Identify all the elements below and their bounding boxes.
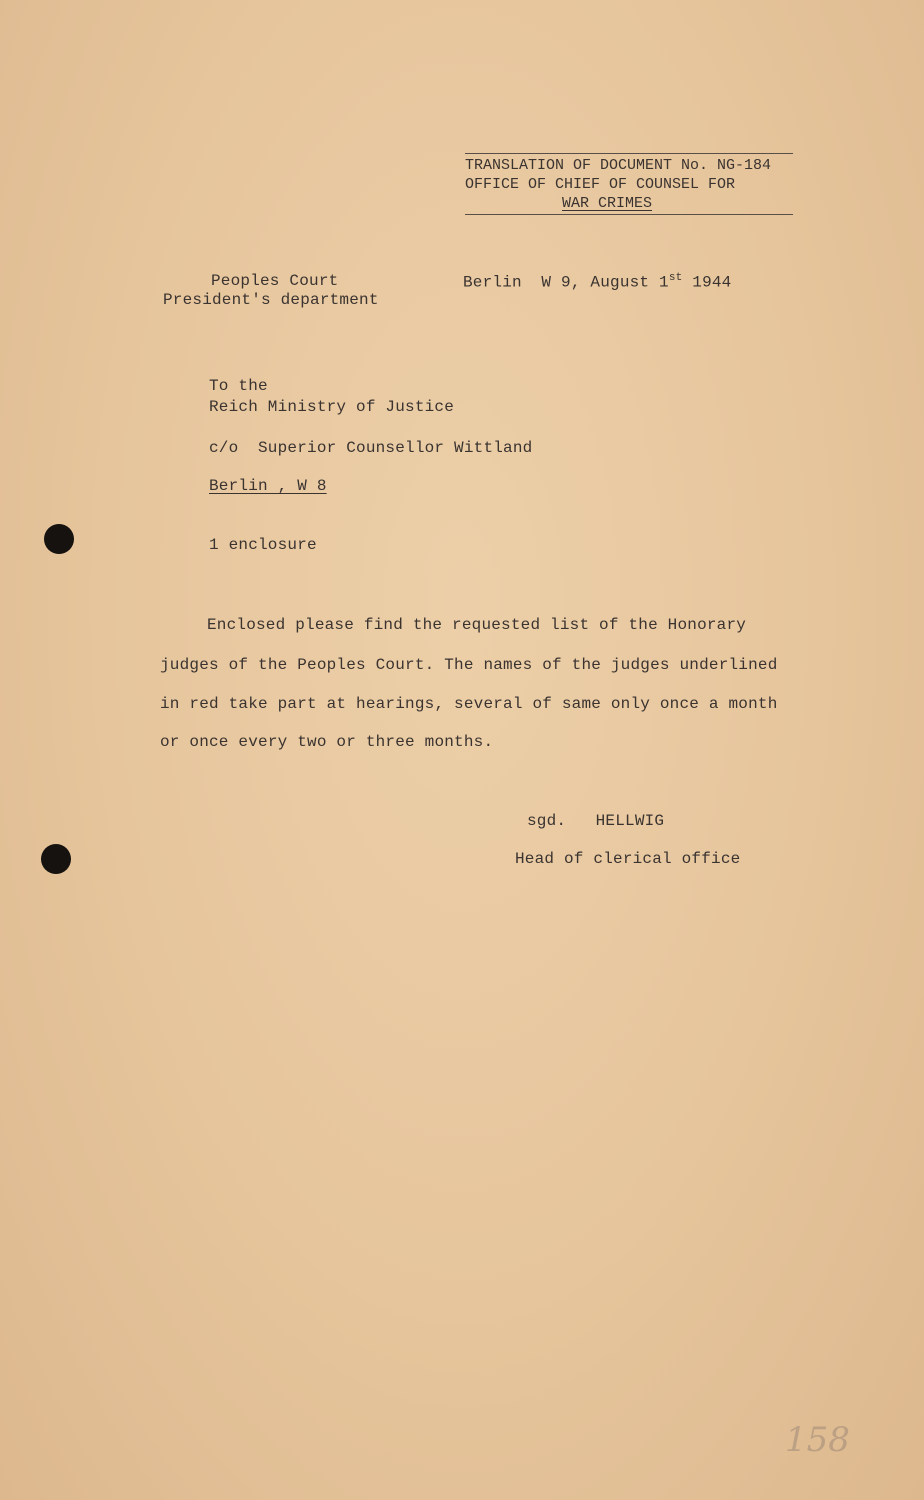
- recipient-line-2: Reich Ministry of Justice: [209, 398, 455, 416]
- recipient-line-3: c/o Superior Counsellor Wittland: [209, 439, 533, 457]
- date-line: [463, 272, 731, 291]
- translation-header: [465, 153, 793, 215]
- date-prefix: Berlin W 9, August 1: [463, 273, 669, 292]
- header-line-1: TRANSLATION OF DOCUMENT No. NG-184: [465, 157, 772, 174]
- body-line-2: judges of the Peoples Court. The names of the judges underlined: [160, 656, 778, 674]
- punch-hole-bottom: [41, 844, 71, 874]
- body-line-1: Enclosed please find the requested list of the Honorary: [207, 616, 747, 634]
- date-suffix: st: [668, 272, 683, 284]
- body-line-3: in red take part at hearings, several of same only once a month: [160, 695, 778, 713]
- enclosure-note: 1 enclosure: [209, 536, 317, 554]
- signature-line: sgd. HELLWIG: [527, 812, 665, 830]
- recipient-line-4: Berlin , W 8: [209, 477, 327, 495]
- sender-line-1: Peoples Court: [211, 272, 339, 290]
- body-line-4: or once every two or three months.: [160, 733, 494, 751]
- punch-hole-top: [44, 524, 74, 554]
- page-number-mark: 158: [785, 1420, 850, 1460]
- recipient-line-1: To the: [209, 377, 268, 395]
- header-line-3: WAR CRIMES: [562, 195, 653, 212]
- signature-title: Head of clerical office: [515, 850, 741, 868]
- header-line-2: OFFICE OF CHIEF OF COUNSEL FOR: [465, 176, 736, 193]
- sender-line-2: President's department: [163, 291, 379, 309]
- date-year: 1944: [692, 273, 732, 292]
